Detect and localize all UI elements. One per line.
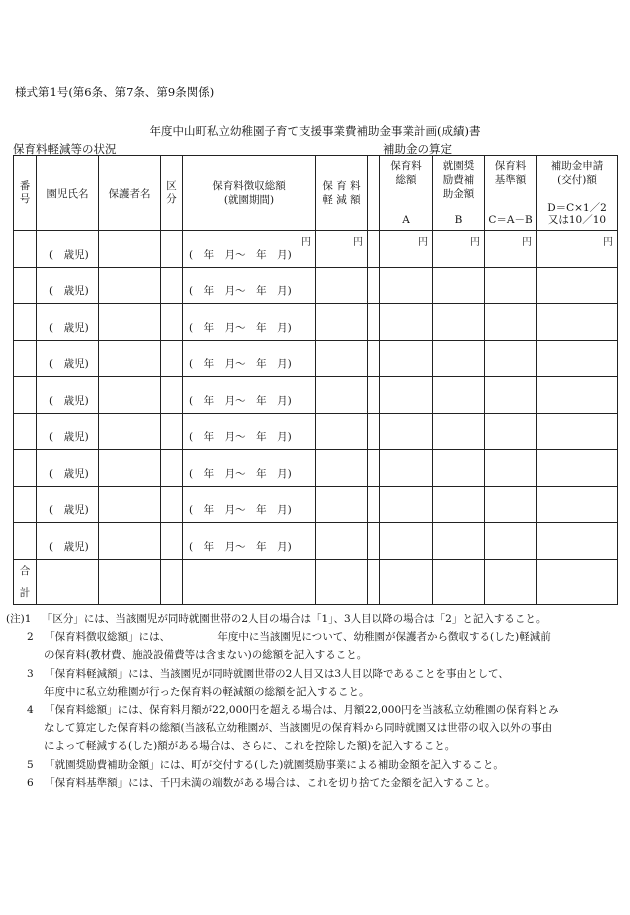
enrollment-period: ( 年 月～ 年 月) [189, 394, 292, 407]
cell-category[interactable] [161, 304, 183, 341]
enrollment-period: ( 年 月～ 年 月) [189, 358, 292, 370]
yen-unit: 円 [418, 237, 428, 248]
cell-category[interactable] [161, 450, 183, 487]
cell-fee-reduction[interactable] [316, 413, 368, 450]
document-title: 年度中山町私立幼稚園子育て支援事業費補助金事業計画(成績)書 [149, 124, 481, 138]
cell-subsidy[interactable] [433, 231, 485, 268]
age-suffix: ( 歳児) [49, 248, 89, 261]
header-fee-sum-label: 保育料 総額 [390, 160, 422, 187]
table-row [14, 304, 618, 341]
cell-standard[interactable] [485, 523, 537, 560]
cell-fee-sum[interactable] [380, 523, 433, 560]
note-text: 「就園奨励費補助金額」には、町が交付する(した)就園奨励事業による補助金額を記入すること。 [44, 758, 504, 771]
note-text: の保育料(教材費、施設設備費等は含まない)の総額を記入すること。 [44, 649, 368, 662]
note-number: 6 [6, 776, 45, 789]
header-request-label: 補助金申請 (交付)額 [550, 160, 604, 187]
note-text: 「保育料総額」には、保育料月額が22,000円を超える場合は、月額22,000円を当該私立幼稚園の保育料とみ [44, 704, 559, 717]
note-text: なして算定した保育料の総額(当該私立幼稚園が、当該園児の保育料から同時就園又は世帯の収入以外の事由 [44, 722, 553, 735]
cell-request[interactable] [537, 267, 618, 304]
cell-subsidy[interactable] [433, 486, 485, 523]
cell-child-name[interactable] [37, 486, 99, 523]
table-row [14, 413, 618, 450]
age-suffix: ( 歳児) [49, 394, 89, 407]
cell-child-name[interactable] [37, 231, 99, 268]
cell-number[interactable] [14, 267, 37, 304]
header-subsidy-letter: B [454, 214, 463, 227]
cell-guardian-name[interactable] [99, 267, 161, 304]
cell-number[interactable] [14, 486, 37, 523]
cell-fee-reduction[interactable] [316, 450, 368, 487]
age-suffix: ( 歳児) [49, 431, 89, 443]
cell-guardian-name[interactable] [99, 304, 161, 341]
header-category: 区分 [161, 156, 183, 231]
yen-unit: 円 [522, 237, 532, 248]
cell-subsidy[interactable] [433, 340, 485, 377]
cell-child-name[interactable] [37, 413, 99, 450]
note-text: 年度中に私立幼稚園が行った保育料の軽減額の総額を記入すること。 [44, 685, 370, 698]
note-number: (注)1 [6, 613, 42, 625]
cell-guardian-name[interactable] [99, 377, 161, 414]
header-fee-reduction: 保 育 料 軽 減 額 [316, 156, 368, 231]
note-number: 4 [6, 704, 45, 717]
header-subsidy-label: 就園奨 励費補 助金額 [442, 160, 475, 201]
header-child-name: 園児氏名 [37, 156, 99, 231]
enrollment-period: ( 年 月～ 年 月) [189, 248, 292, 261]
cell-guardian-name[interactable] [99, 231, 161, 268]
total-row [14, 559, 618, 604]
notes [6, 610, 621, 792]
cell-gap[interactable] [368, 304, 380, 341]
table-row [14, 377, 618, 414]
total-cell[interactable] [537, 559, 618, 604]
cell-fee-sum[interactable] [380, 231, 433, 268]
cell-fee-total[interactable] [183, 523, 316, 560]
cell-request[interactable] [537, 340, 618, 377]
cell-fee-total[interactable] [183, 413, 316, 450]
note-line [6, 628, 621, 646]
plan-table [13, 155, 618, 605]
header-request [537, 156, 618, 231]
yen-unit: 円 [353, 237, 363, 248]
cell-gap[interactable] [368, 231, 380, 268]
note-number: 2 [6, 631, 45, 644]
cell-child-name[interactable] [37, 340, 99, 377]
table-row [14, 267, 618, 304]
cell-standard[interactable] [485, 377, 537, 414]
table-row [14, 486, 618, 523]
cell-standard[interactable] [485, 304, 537, 341]
cell-standard[interactable] [485, 486, 537, 523]
note-text: 「保育料基準額」には、千円未満の端数がある場合は、これを切り捨てた金額を記入すること。 [44, 776, 496, 789]
cell-fee-sum[interactable] [380, 486, 433, 523]
cell-request[interactable] [537, 450, 618, 487]
cell-request[interactable] [537, 486, 618, 523]
total-cell[interactable] [485, 559, 537, 604]
enrollment-period: ( 年 月～ 年 月) [189, 431, 292, 443]
cell-child-name[interactable] [37, 377, 99, 414]
total-label [14, 559, 37, 604]
cell-fee-reduction[interactable] [316, 340, 368, 377]
cell-number[interactable] [14, 377, 37, 414]
cell-guardian-name[interactable] [99, 486, 161, 523]
cell-guardian-name[interactable] [99, 413, 161, 450]
enrollment-period: ( 年 月～ 年 月) [189, 321, 292, 334]
cell-guardian-name[interactable] [99, 523, 161, 560]
cell-fee-sum[interactable] [380, 413, 433, 450]
cell-number[interactable] [14, 304, 37, 341]
cell-gap[interactable] [368, 450, 380, 487]
cell-number[interactable] [14, 340, 37, 377]
cell-fee-reduction[interactable] [316, 304, 368, 341]
age-suffix: ( 歳児) [49, 540, 89, 553]
cell-request[interactable] [537, 231, 618, 268]
cell-category[interactable] [161, 267, 183, 304]
cell-fee-sum[interactable] [380, 340, 433, 377]
total-cell[interactable] [380, 559, 433, 604]
age-suffix: ( 歳児) [49, 321, 89, 334]
total-label-2: 計 [19, 586, 31, 599]
age-suffix: ( 歳児) [49, 285, 89, 297]
cell-gap[interactable] [368, 486, 380, 523]
total-cell[interactable] [183, 559, 316, 604]
section-label-subsidy-calculation: 補助金の算定 [383, 142, 452, 156]
cell-request[interactable] [537, 523, 618, 560]
cell-standard[interactable] [485, 413, 537, 450]
cell-category[interactable] [161, 523, 183, 560]
cell-number[interactable] [14, 231, 37, 268]
cell-fee-sum[interactable] [380, 450, 433, 487]
cell-child-name[interactable] [37, 523, 99, 560]
cell-fee-total[interactable] [183, 340, 316, 377]
note-line [6, 610, 621, 628]
header-row [14, 156, 618, 231]
cell-fee-sum[interactable] [380, 304, 433, 341]
cell-fee-total[interactable] [183, 450, 316, 487]
cell-request[interactable] [537, 304, 618, 341]
cell-category[interactable] [161, 413, 183, 450]
enrollment-period: ( 年 月～ 年 月) [189, 285, 292, 297]
yen-unit: 円 [301, 237, 311, 248]
cell-child-name[interactable] [37, 450, 99, 487]
cell-child-name[interactable] [37, 304, 99, 341]
total-cell[interactable] [316, 559, 368, 604]
total-cell[interactable] [37, 559, 99, 604]
cell-gap[interactable] [368, 413, 380, 450]
section-label-fee-reduction: 保育料軽減等の状況 [13, 142, 117, 156]
cell-number[interactable] [14, 523, 37, 560]
note-line [6, 774, 621, 792]
cell-fee-reduction[interactable] [316, 486, 368, 523]
cell-gap[interactable] [368, 377, 380, 414]
cell-guardian-name[interactable] [99, 450, 161, 487]
total-cell[interactable] [99, 559, 161, 604]
enrollment-period: ( 年 月～ 年 月) [189, 504, 292, 516]
age-suffix: ( 歳児) [49, 358, 89, 370]
cell-fee-reduction[interactable] [316, 377, 368, 414]
cell-category[interactable] [161, 486, 183, 523]
cell-standard[interactable] [485, 231, 537, 268]
cell-fee-sum[interactable] [380, 267, 433, 304]
cell-standard[interactable] [485, 267, 537, 304]
cell-category[interactable] [161, 340, 183, 377]
header-number: 番号 [14, 156, 37, 231]
cell-subsidy[interactable] [433, 267, 485, 304]
note-line [6, 665, 621, 683]
cell-subsidy[interactable] [433, 523, 485, 560]
cell-fee-total[interactable] [183, 304, 316, 341]
note-number: 5 [6, 758, 45, 771]
note-line [6, 701, 621, 719]
cell-fee-total[interactable] [183, 267, 316, 304]
cell-subsidy[interactable] [433, 377, 485, 414]
cell-gap[interactable] [368, 523, 380, 560]
note-line [6, 756, 621, 774]
note-text: 「保育料徴収総額」には、 年度中に当該園児について、幼稚園が保護者から徴収する(した)軽減前 [44, 631, 551, 644]
cell-gap[interactable] [368, 267, 380, 304]
cell-fee-total[interactable] [183, 231, 316, 268]
enrollment-period: ( 年 月～ 年 月) [189, 467, 292, 480]
cell-number[interactable] [14, 450, 37, 487]
age-suffix: ( 歳児) [49, 504, 89, 516]
cell-fee-reduction[interactable] [316, 267, 368, 304]
header-fee-sum-letter: A [402, 214, 410, 227]
note-number: 3 [6, 667, 45, 680]
age-suffix: ( 歳児) [49, 467, 89, 480]
header-guardian-name: 保護者名 [99, 156, 161, 231]
note-text: 「区分」には、当該園児が同時就園世帯の2人目の場合は「1」、3人目以降の場合は「2」と記入すること。 [41, 613, 547, 625]
cell-request[interactable] [537, 377, 618, 414]
header-fee-sum [380, 156, 433, 231]
note-text: 「保育料軽減額」には、当該園児が同時就園世帯の2人目又は3人目以降であることを事由として、 [44, 667, 509, 680]
table-row [14, 523, 618, 560]
note-text: によって軽減する(した)額がある場合は、さらに、これを控除した額)を記入すること。 [44, 740, 456, 753]
header-gap [368, 156, 380, 231]
header-subsidy [433, 156, 485, 231]
cell-number[interactable] [14, 413, 37, 450]
cell-fee-sum[interactable] [380, 377, 433, 414]
cell-fee-reduction[interactable] [316, 231, 368, 268]
cell-gap[interactable] [368, 340, 380, 377]
header-request-formula: D＝C×1／2 又は10／10 [547, 201, 607, 227]
header-standard-formula: C＝A－B [488, 214, 533, 227]
header-standard-label: 保育料 基準額 [494, 160, 527, 187]
enrollment-period: ( 年 月～ 年 月) [189, 540, 292, 553]
cell-subsidy[interactable] [433, 304, 485, 341]
cell-fee-total[interactable] [183, 377, 316, 414]
table-row [14, 340, 618, 377]
cell-fee-total[interactable] [183, 486, 316, 523]
note-line [6, 646, 621, 664]
cell-child-name[interactable] [37, 267, 99, 304]
cell-standard[interactable] [485, 450, 537, 487]
yen-unit: 円 [603, 237, 613, 248]
cell-guardian-name[interactable] [99, 340, 161, 377]
cell-standard[interactable] [485, 340, 537, 377]
cell-request[interactable] [537, 413, 618, 450]
yen-unit: 円 [470, 237, 480, 248]
header-fee-total: 保育料徴収総額 (就園期間) [183, 156, 316, 231]
form-number: 様式第1号(第6条、第7条、第9条関係) [15, 85, 215, 99]
cell-subsidy[interactable] [433, 413, 485, 450]
cell-category[interactable] [161, 231, 183, 268]
total-cell[interactable] [433, 559, 485, 604]
header-standard [485, 156, 537, 231]
cell-category[interactable] [161, 377, 183, 414]
note-line [6, 719, 621, 737]
table-row [14, 231, 618, 268]
total-cell[interactable] [368, 559, 380, 604]
cell-fee-reduction[interactable] [316, 523, 368, 560]
total-cell[interactable] [161, 559, 183, 604]
cell-subsidy[interactable] [433, 450, 485, 487]
total-label-1: 合 [19, 564, 31, 577]
table-row [14, 450, 618, 487]
note-line [6, 683, 621, 701]
note-line [6, 737, 621, 755]
